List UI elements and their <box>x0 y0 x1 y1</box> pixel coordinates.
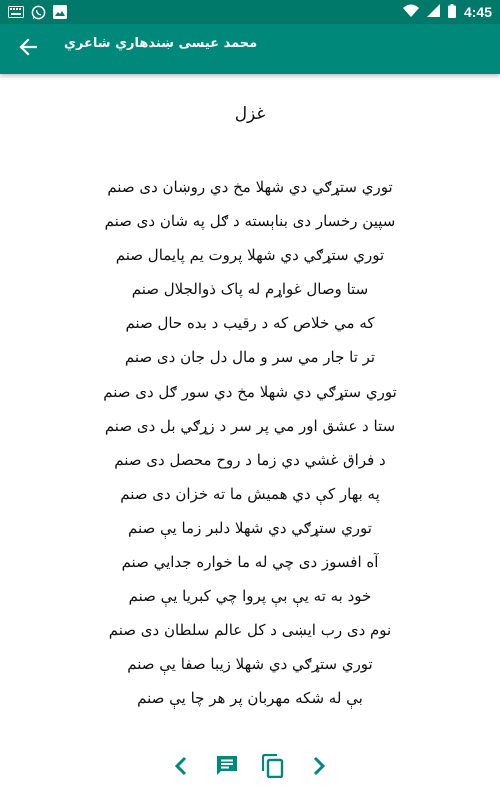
poem-line: آه افسوز دی چي له ما خواره جدايي صنم <box>121 553 379 572</box>
poem-lines <box>0 170 500 716</box>
poem-line: تر تا جار مي سر و مال دل جان دی صنم <box>124 348 376 367</box>
poem-line: توري ستړګي دي شهلا پروت يم پايمال صنم <box>115 246 385 265</box>
back-button[interactable] <box>0 24 56 74</box>
copy-button[interactable] <box>255 750 291 786</box>
comment-icon <box>215 754 239 782</box>
poem-line: توري ستړګي دي شهلا مخ دي روښان دی صنم <box>107 178 393 196</box>
comment-button[interactable] <box>209 750 245 786</box>
bottom-toolbar <box>0 736 500 800</box>
poem-line: توري ستړګي دي شهلا مخ دي سور ګل دی صنم <box>103 382 397 401</box>
signal-icon <box>427 4 440 20</box>
poem-line: سپين رخسار دی بناېسته د ګل په شان دی صنم <box>104 212 396 231</box>
status-time: 4:45 <box>463 4 492 20</box>
battery-icon <box>448 4 456 21</box>
app-bar <box>0 24 500 74</box>
app-title: محمد عيسى ښندهاري شاعري <box>64 35 258 51</box>
keyboard-icon <box>8 4 24 20</box>
poem-content[interactable] <box>0 74 500 736</box>
previous-button[interactable] <box>163 750 199 786</box>
chevron-right-icon <box>312 756 326 780</box>
poem-line: توري ستړګي دي شهلا دلبر زما يې صنم <box>128 518 372 537</box>
poem-title: غزل <box>234 104 266 124</box>
poem-line: توري ستړګي دي شهلا زيبا صفا يې صنم <box>127 655 373 674</box>
whatsapp-icon <box>30 4 46 20</box>
status-left-icons <box>8 4 68 20</box>
poem-line: د فراق غشي دي زما د روح محصل دی صنم <box>114 450 386 469</box>
chevron-left-icon <box>174 756 188 780</box>
poem-line: خود به ته يې بې پروا چي کبريا يې صنم <box>128 587 372 606</box>
status-bar <box>0 0 500 24</box>
poem-line: بې له شکه مهربان پر هر چا يې صنم <box>137 689 363 708</box>
image-icon <box>52 4 68 20</box>
poem-line: که مي خلاص که د رقيب د بده حال صنم <box>125 314 375 333</box>
wifi-icon <box>403 4 419 20</box>
poem-line: ستا د عشق اور مي پر سر د زړګي بل دی صنم <box>104 416 396 435</box>
status-right-icons <box>403 4 492 21</box>
poem-line: په بهار کې دي هميش ما ته خزان دی صنم <box>120 484 380 503</box>
arrow-back-icon <box>19 38 37 60</box>
copy-icon <box>262 754 284 782</box>
poem-line: نوم دی رب ايښی د کل عالم سلطان دی صنم <box>108 621 392 640</box>
next-button[interactable] <box>301 750 337 786</box>
poem-line: ستا وصال غواړم له پاک ذوالجلال صنم <box>131 280 369 299</box>
